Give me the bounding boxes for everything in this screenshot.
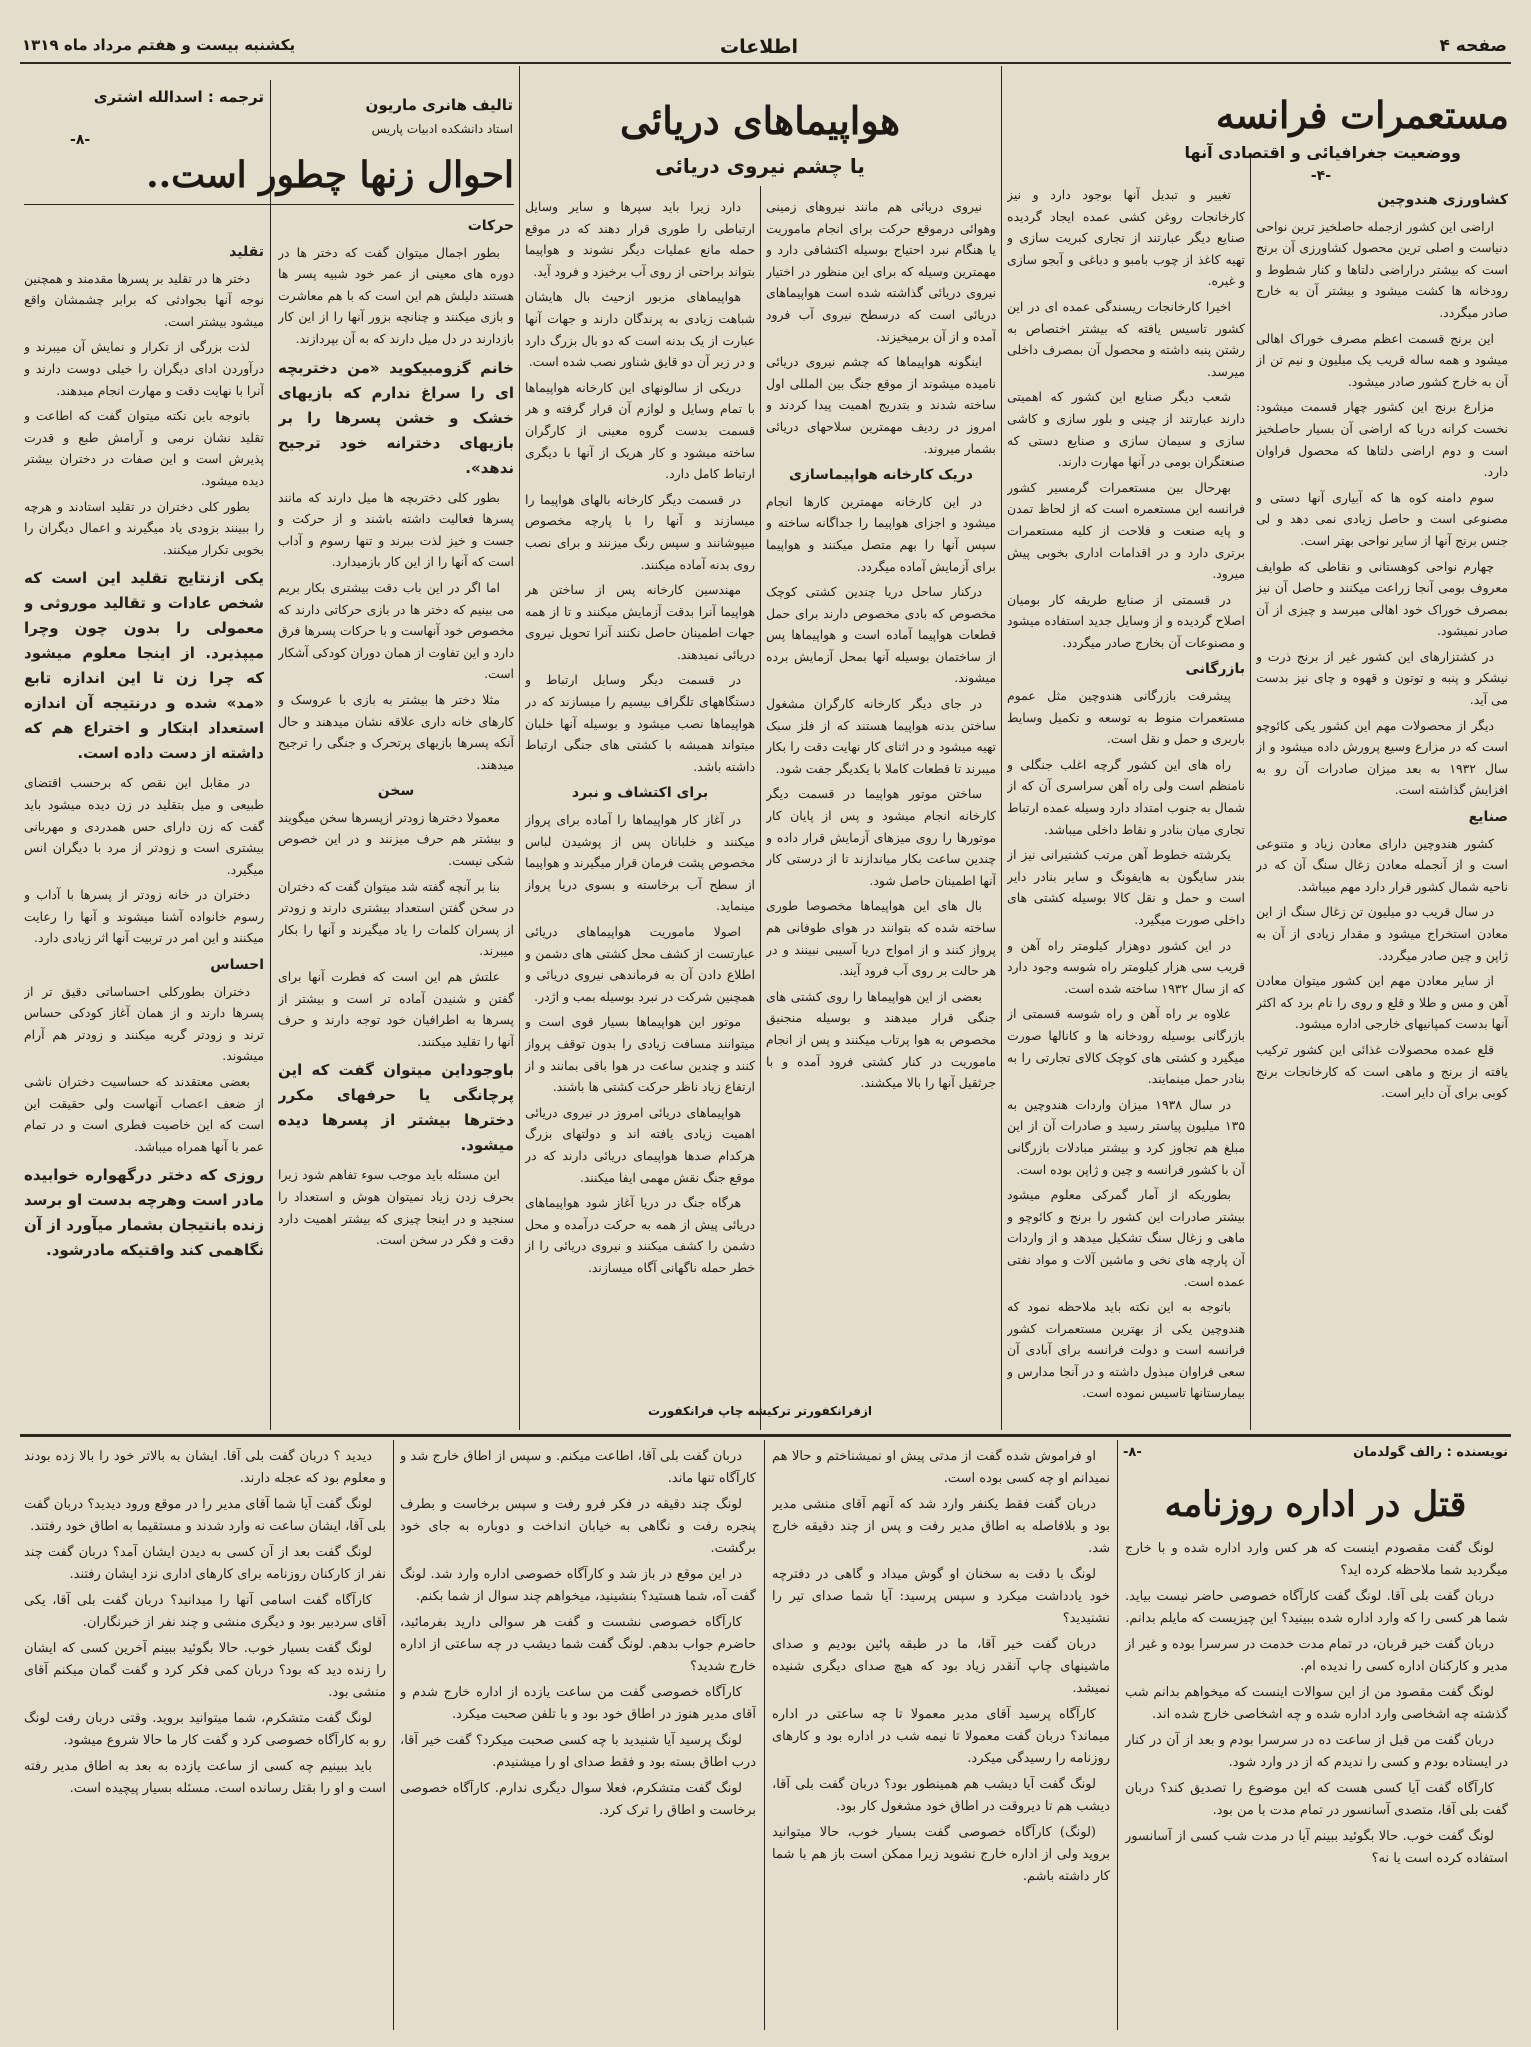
paragraph: لونگ گفت متشکرم، شما میتوانید بروید. وقتی دربان رفت لونگ رو به کارآگاه خصوصی کرد و گفت کار ما حالا شروع میشود. [24,1711,386,1748]
murder-column-4 [24,1446,386,2030]
column-rule [1001,66,1002,1430]
paragraph: دریکی از سالونهای این کارخانه هواپیماها با تمام وسایل و لوازم آن قرار گرفته و هر قسمت بدست گروه معینی از کارگران ساخته میشود و کار هریک از آنها با دیگری ارتباط کامل دارد. [525,379,755,482]
paragraph: بال های این هواپیماها مخصوصا طوری ساخته شده که بتوانند در هوای طوفانی هم پرواز کنند و از امواج دریا آسیبی نبینند و در هر حالت بر روی آب فرود آیند. [766,898,996,979]
women-author-title: استاد دانشکده ادبیات پاریس [371,122,513,136]
paragraph: باتوجه باین نکته میتوان گفت که اطاعت و تقلید نشان نرمی و آرامش طبع و قدرت پذیرش است و این صفات در دختران بیشتر دیده میشود. [24,408,264,488]
paragraph: در قسمت دیگر وسایل ارتباط و دستگاههای تلگراف بیسیم را میسازند که در هواپیماها نصب میشود و بوسیله آنها خلبان میتواند همیشه با کشتی های جنگی ارتباط داشته باشد. [525,672,755,774]
paragraph: پیشرفت بازرگانی هندوچین مثل عموم مستعمرات منوط به توسعه و تکمیل وسایط باربری و حمل و نقل است. [1007,688,1245,747]
paragraph: لونگ گفت خوب. حالا بگوئید ببینم آیا در مدت شب کسی از آسانسور استفاده کرده است یا نه؟ [1125,1829,1508,1866]
paragraph: در جای دیگر کارخانه کارگران مشغول ساختن بدنه هواپیما هستند که از فلز سبک تهیه میشود و در اثنای کار نهایت دقت را بکار میبرند تا قطعات کاملا با یکدیگر جفت شود. [766,696,996,776]
page-number: صفحه ۴ [1439,36,1507,56]
colonies-part: -۴- [1310,168,1331,184]
paragraph: این مسئله باید موجب سوء تفاهم شود زیرا بحرف زدن زیاد نمیتوان هوش و استعداد را سنجید و در اینجا چیزی که بیشتر اهمیت دارد دقت و فکر در سخن است. [278,1167,514,1248]
paragraph: مزارع برنج این کشور چهار قسمت میشود: نخست کرانه دریا که اراضی آن بسیار حاصلخیز است و دوم اراضی دلتاها که محصول فراوان دارد. [1256,399,1508,480]
paragraph: در کشتزارهای این کشور غیر از برنج ذرت و نیشکر و پنبه و توتون و قهوه و چای نیز بدست می آید. [1256,648,1508,708]
paragraph: دیگر از محصولات مهم این کشور یکی کائوچو است که در مزارع وسیع پرورش داده میشود و از سال ۱۹۳۲ به بعد میزان صادرات آن رو به افزایش گذاشته است. [1256,717,1508,798]
masthead-rule [20,62,1511,64]
column-rule [393,1440,394,2030]
paragraph: این برنج قسمت اعظم مصرف خوراک اهالی میشود و همه ساله قریب یک میلیون و نیم تن از آن به خارج کشور صادر میشود. [1256,330,1508,389]
paragraph: لونگ چند دقیقه در فکر فرو رفت و سپس برخاست و بطرف پنجره رفت و نگاهی به خیابان انداخت و دوباره به جای خود برگشت. [400,1497,756,1556]
murder-part: -۸- [1123,1445,1142,1460]
paragraph: از سایر معادن مهم این کشور میتوان معادن آهن و مس و طلا و قلع و روی را نام برد که اکثر آنها بدست کمپانیهای خارجی اداره میشود. [1256,973,1508,1032]
column-rule [1250,155,1251,1430]
seaplanes-title: هواپیماهای دریائی [619,98,901,143]
paragraph: نیروی دریائی هم مانند نیروهای زمینی وهوائی درموقع حرکت برای انجام ماموریت یا هنگام نبرد احتیاج بوسیله اکتشافی دارد و مهمترین وسیله که برای این منظور در اختیار نیروی دریائی گذاشته شده است هواپیماهای دریائی است که درسطح نیروی آب فرود آمده و از آن برمیخیزند. [766,199,996,344]
paragraph: بعضی معتقدند که حساسیت دختران ناشی از ضعف اعصاب آنهاست ولی حقیقت این است که این خاصیت فطری است و در تمام عمر با آنها همراه میباشد. [24,1074,264,1154]
paragraph: لونگ گفت بعد از آن کسی به دیدن ایشان آمد؟ دربان گفت چند نفر از کارکنان روزنامه برای کارهای اداری نزد ایشان رفتند. [24,1545,386,1582]
paragraph: بهرحال بین مستعمرات گرمسیر کشور فرانسه این مستعمره است که از لحاظ تمدن و پایه صنعت و فلاحت از کلیه مستعمرات برتری دارد و در اقدامات اداری بخوبی پیش میرود. [1007,479,1245,582]
paragraph: اخیرا کارخانجات ریسندگی عمده ای در این کشور تاسیس یافته که بیشتر اختصاص به رشتن پنبه داشته و محصول آن بمصرف داخلی میرسد. [1007,298,1245,379]
paragraph: قلع عمده محصولات غذائی این کشور ترکیب یافته از برنج و ماهی است که کارخانجات برنج کوبی برای آن دایر است. [1256,1041,1508,1101]
column-rule [764,1440,765,2030]
paragraph: بطوریکه از آمار گمرکی معلوم میشود بیشتر صادرات این کشور را برنج و کائوچو و ماهی و زغال سنگ تشکیل میدهد و از واردات آن پارچه های نخی و ماشین آلات و مواد نفتی عمده است. [1007,1187,1245,1289]
paragraph: در قسمت دیگر کارخانه بالهای هواپیما را میسازند و آنها را با پارچه مخصوص میپوشانند و سپس رنگ میزنند و برای نصب روی بدنه آماده میکنند. [525,491,755,572]
paragraph: دربان گفت خیر آقا، ما در طبقه پائین بودیم و صدای ماشینهای چاپ آنقدر زیاد بود که هیچ صدای دیگری شنیده نمیشد. [772,1637,1110,1696]
colonies-subtitle: ووضعیت جغرافیائی و اقتصادی آنها [1184,143,1461,162]
colonies-column-2 [1007,184,1245,1424]
paragraph: کشور هندوچین دارای معادن زیاد و متنوعی است و از آنجمله معادن زغال سنگ آن که در ناحیه شمال کشور قرار دارد مهم میباشد. [1256,835,1508,894]
paragraph: بنا بر آنچه گفته شد میتوان گفت که دختران در سخن گفتن استعداد بیشتری دارند و زودتر از پسران کلمات را یاد میگیرند و آنها را بکار میبرند. [278,878,514,959]
murder-title: قتل در اداره روزنامه [1164,1484,1467,1525]
paragraph: لونگ گفت آیا شما آقای مدیر را در موقع ورود دیدید؟ دربان گفت بلی آقا، ایشان ساعت نه وارد شدند و مستقیما به اطاق خود رفتند. [24,1497,386,1534]
paragraph: لونگ گفت آیا دیشب هم همینطور بود؟ دربان گفت بلی آقا، دیشب هم تا دیروقت در اطاق خود مشغول کار بود. [772,1777,1110,1814]
paragraph: لونگ گفت متشکرم، فعلا سوال دیگری ندارم. کارآگاه خصوصی برخاست و اطاق را ترک کرد. [400,1781,756,1818]
paragraph: علاوه بر راه آهن و راه شوسه قسمتی از بازرگانی بوسیله رودخانه ها و کانالها صورت میگیرد و کشتی های کوچک کالای تجارتی را به بنادر حمل مینمایند. [1007,1006,1245,1087]
murder-column-2 [772,1446,1110,2030]
paragraph: کارآگاه گفت اسامی آنها را میدانید؟ دربان گفت بلی آقا، یکی آقای سردبیر بود و دیگری منشی و چند نفر از خبرنگاران. [24,1593,386,1630]
women-column-1 [278,210,514,1424]
section-heading: احساس [210,957,264,974]
women-part: -۸- [70,132,91,148]
seaplanes-column-1 [766,196,996,1424]
paragraph: لونگ گفت مقصود من از این سوالات اینست که میخواهم بدانم شب گذشته چه اشخاصی وارد اداره شده و چه اشخاصی خارج شده اند. [1125,1685,1508,1722]
paragraph: علتش هم این است که فطرت آنها برای گفتن و شنیدن آماده تر است و بیشتر از پسرها به اطرافیان خود توجه دارند و حرف آنها را تقلید میکنند. [278,969,514,1049]
section-heading: کشاورزی هندوچین [1377,192,1508,208]
paragraph: دربان گفت بلی آقا، اطاعت میکنم. و سپس از اطاق خارج شد و کارآگاه تنها ماند. [400,1449,756,1486]
section-divider [20,1434,1511,1437]
seaplanes-subtitle: یا چشم نیروی دریائی [655,154,865,178]
women-translator: ترجمه : اسدالله اشتری [93,88,264,106]
women-author: تالیف هانری ماریون [365,96,513,114]
paragraph: لذت بزرگی از تکرار و نمایش آن میبرند و درآوردن ادای دیگران را خیلی دوست دارند و آنرا با نهایت دقت و مهارت انجام میدهند. [24,339,264,398]
paragraph: دربان گفت فقط یکنفر وارد شد که آنهم آقای منشی مدیر بود و بلافاصله به اطاق مدیر رفت و پس از چند دقیقه خارج شد. [772,1497,1110,1556]
paragraph: دارد زیرا باید سپرها و سایر وسایل ارتباطی را طوری قرار دهند که در موقع حمله مانع عملیات دیگر نشوند و هواپیما بتواند براحتی از روی آب برخیزد و فرود آید. [525,199,755,279]
paragraph: معمولا دخترها زودتر ازپسرها سخن میگویند و بیشتر هم حرف میزنند و در این خصوص شکی نیست. [278,809,514,869]
column-rule [519,66,520,1430]
paragraph: درکنار ساحل دریا چندین کشتی کوچک مخصوص که بادی مخصوص دارند برای حمل قطعات هواپیما آماده است و هواپیماها پس از ساختمان بوسیله آنها بمحل آزمایش برده میشوند. [766,584,996,686]
paragraph: دختران در خانه زودتر از پسرها با آداب و رسوم خانواده آشنا میشوند و آنها را رعایت میکنند و این امر در تربیت آنها اثر زیادی دارد. [24,887,264,946]
paragraph: دربان گفت بلی آقا. لونگ گفت کارآگاه خصوصی حاضر نیست بیاید. شما هر کسی را که وارد اداره شده ببینید؟ این چیزیست که مایلم بدانم. [1125,1589,1508,1626]
paper-name: اطلاعات [720,36,799,58]
paragraph: در سال ۱۹۳۸ میزان واردات هندوچین به ۱۳۵ میلیون پیاستر رسید و صادرات آن از این مبلغ هم تجاوز کرد و بیشتر مبادلات بازرگانی آن با کشور فرانسه و چین و ژاپن بوده است. [1007,1096,1245,1177]
paragraph: باتوجه به این نکته باید ملاحظه نمود که هندوچین یکی از بهترین مستعمرات کشور فرانسه است و دولت فرانسه برای آبادی آن سعی فراوان مبذول داشته و در آنجا مدارس و بیمارستانها تاسیس نموده است. [1007,1299,1245,1401]
section-heading: بازرگانی [1185,661,1245,678]
colonies-title: مستعمرات فرانسه [1215,93,1509,137]
paragraph: اینگونه هواپیماها که چشم نیروی دریائی نامیده میشوند از موقع جنگ بین المللی اول ساخته شدند و بتدریج اهمیت پیدا کردند و امروز در ردیف مهمترین سلاحهای دریائی بشمار میروند. [766,354,996,456]
paragraph: لونگ پرسید آیا شنیدید با چه کسی صحبت میکرد؟ گفت خیر آقا، درب اطاق بسته بود و فقط صدای او را میشنیدم. [400,1733,756,1770]
paragraph: کارآگاه پرسید آقای مدیر معمولا تا چه ساعتی در اداره میماند؟ دربان گفت معمولا تا نیمه شب در اداره بود و کارهای روزنامه را رسیدگی میکرد. [772,1707,1110,1766]
pull-quote: روزی که دختر درگهواره خوابیده مادر است وهرچه بدست او برسد زنده بانتیجان بشمار میآورد از آن نگاهمی کند واقتیکه مادرشود. [24,1166,264,1260]
paragraph: اراضی این کشور ازجمله حاصلخیز ترین نواحی دنیاست و اصلی ترین محصول کشاورزی آن برنج است که بیشتر دراراضی دلتاها و کنار شطوط و رودخانه ها کشت میشود و بیشتر آن به خارج صادر میگردد. [1256,218,1508,320]
paragraph: چهارم نواحی کوهستانی و نقاطی که طوایف معروف بومی آنجا زراعت میکنند و حاصل آن نیز بمصرف خوراک خود اهالی میرسد و چیزی از آن صادر نمیشود. [1256,558,1508,639]
issue-date: یکشنبه بیست و هفتم مرداد ماه ۱۳۱۹ [22,36,296,54]
section-heading: برای اکتشاف و نبرد [571,785,709,802]
paragraph: در این کشور دوهزار کیلومتر راه آهن و قریب سی هزار کیلومتر راه شوسه وجود دارد که از سال ۱۹۳۲ ساخته شده است. [1007,937,1245,996]
paragraph: کارآگاه گفت آیا کسی هست که این موضوع را تصدیق کند؟ دربان گفت بلی آقا، متصدی آسانسور در تمام مدت با من بود. [1125,1781,1508,1818]
paragraph: در این کارخانه مهمترین کارها انجام میشود و اجزای هواپیما را جداگانه ساخته و سپس آنها را بهم متصل میکنند و هواپیما برای آزمایش آماده میگردد. [766,493,996,574]
paragraph: دختران بطورکلی احساساتی دقیق تر از پسرها دارند و از همان آغاز کودکی حساس ترند و زودتر گریه میکنند و زودتر هم آرام میشوند. [24,983,264,1064]
paragraph: باید ببینیم چه کسی از ساعت یازده به بعد به اطاق مدیر رفته است و او را بقتل رسانده است. مسئله بسیار پیچیده است. [24,1759,386,1796]
paragraph: کارآگاه خصوصی نشست و گفت هر سوالی دارید بفرمائید، حاضرم جواب بدهم. لونگ گفت شما دیشب در چه ساعتی از اداره خارج شدید؟ [400,1615,756,1674]
headline-rule [24,204,514,205]
section-heading: سخن [377,783,415,800]
paragraph: شعب دیگر صنایع این کشور که اهمیتی دارند عبارتند از چینی و بلور سازی و کاشی سازی و سیمان سازی و صنایع دستی که صنعتگران بومی در آنها مهارت دارند. [1007,389,1245,470]
murder-author: نویسنده : رالف گولدمان [1353,1445,1508,1460]
paragraph: دختر ها در تقلید بر پسرها مقدمند و همچنین نوجه آنها بجوادثی که برابر چشمشان واقع میشود بیشتر است. [24,270,264,329]
paragraph: هواپیماهای دریائی امروز در نیروی دریائی اهمیت زیادی یافته اند و دولتهای بزرگ هرکدام صدها هواپیمای دریائی دارند که در موقع جنگ نقش مهمی ایفا میکنند. [525,1104,755,1185]
paragraph: او فراموش شده گفت از مدتی پیش او نمیشناختم و حالا هم نمیدانم او چه کسی بوده است. [772,1449,1110,1486]
paragraph: بعضی از این هواپیماها را روی کشتی های جنگی قرار میدهند و بوسیله منجنیق مخصوص به هوا پرتاب میکنند و پس از انجام ماموریت در کنار کشتی فرود آمده و با جرثقیل آنها را بالا میکشند. [766,988,996,1091]
pull-quote: باوجوداین میتوان گفت که این پرچانگی یا حرفهای مکرر دخترها بیشتر از پسرها دیده میشود. [278,1061,514,1155]
paragraph: لونگ گفت بسیار خوب. حالا بگوئید ببینم آخرین کسی که ایشان را زنده دید که بود؟ دربان کمی فکر کرد و گفت گمان میکنم آقای منشی بود. [24,1641,386,1700]
paragraph: مهندسین کارخانه پس از ساختن هر هواپیما آنرا بدقت آزمایش میکنند و تا از همه جهات اطمینان حاصل نکنند آنرا تحویل نیروی دریائی نمیدهند. [525,582,755,662]
murder-column-1 [1125,1538,1508,2030]
paragraph: یکرشته خطوط آهن مرتب کشتیرانی نیز از بندر سایگون به هایفونگ و سایر بنادر دایر است و حمل و نقل کالا بوسیله کشتی های داخلی صورت میگیرد. [1007,847,1245,927]
paragraph: دیدید ؟ دربان گفت بلی آقا. ایشان به بالاتر خود را بالا زده بودند و معلوم بود که عجله دارند. [24,1449,386,1486]
paragraph: بطور کلی دختران در تقلید استادند و هرچه را ببینند بزودی یاد میگیرند و اعمال دیگران را بخوبی تکرار میکنند. [24,498,264,557]
paragraph: هواپیماهای مزبور ازحیث بال هایشان شباهت زیادی به پرندگان دارند و جهات آنها عبارت از یک بدنه است که دو بال بزرگ دارد و در زیر آن دو قایق شناور نصب شده است. [525,289,755,370]
column-rule [1117,1440,1118,2030]
section-heading: حرکات [467,218,514,234]
paragraph: راه های این کشور گرچه اغلب جنگلی و نامنظم است ولی راه آهن سراسری آن که از شمال به جنوب امتداد دارد وسیله عمده ارتباط تجاری میان بنادر و نقاط داخلی میباشد. [1007,756,1245,837]
paragraph: مثلا دختر ها بیشتر به بازی با عروسک و کارهای خانه داری علاقه نشان میدهند و حال آنکه پسرها بازیهای پرتحرک و جنگی را ترجیح میدهند. [278,691,514,772]
section-heading: صنایع [1468,809,1508,826]
section-heading: دریک کارخانه هواپیماسازی [789,467,973,484]
women-column-2 [24,236,264,1424]
paragraph: بطور کلی دختربچه ها میل دارند که مانند پسرها فعالیت داشته باشند و از حرکت و جست و خیز لذت ببرند و تنها رسوم و آداب است که آنها را از این کار بازمیدارد. [278,489,514,570]
paragraph: در سال قریب دو میلیون تن زغال سنگ از این معادن استخراج میشود و مقدار زیادی از آن به ژاپن و چین صادر میگردد. [1256,904,1508,963]
paragraph: تغییر و تبدیل آنها بوجود دارد و نیز کارخانجات روغن کشی عمده ایجاد گردیده صنایع دیگر عبارتند از تجاری کبریت سازی و تهیه کاغذ از چوب بامبو و دباغی و آبجو سازی و غیره. [1007,187,1245,289]
paragraph: کارآگاه خصوصی گفت من ساعت یازده از اداره خارج شدم و آقای مدیر هنوز در اطاق خود بود و با تلفن صحبت میکرد. [400,1685,756,1722]
paragraph: (لونگ) کارآگاه خصوصی گفت بسیار خوب، حالا میتوانید بروید ولی از اداره خارج نشوید زیرا ممکن است باز هم با شما کار داشته باشم. [772,1825,1110,1884]
paragraph: در آغاز کار هواپیماها را آماده برای پرواز میکنند و خلبانان پس از پوشیدن لباس مخصوص پشت فرمان قرار میگیرند و هواپیما از سطح آب برخاسته و بسوی دریا پرواز مینماید. [525,812,755,914]
column-rule [760,186,761,1430]
paragraph: ساختن موتور هواپیما در قسمت دیگر کارخانه انجام میشود و پس از پایان کار موتورها را روی میزهای آزمایش قرار داده و چندین ساعت بکار میاندازند تا از درستی کار آنها اطمینان حاصل شود. [766,786,996,888]
colonies-column-1 [1256,184,1508,1424]
paragraph: اما اگر در این باب دقت بیشتری بکار بریم می بینیم که دختر ها در بازی حرکاتی دارند که مخصوص خود آنهاست و با حرکات پسرها فرق دارد و این تفاوت از همان دوران کودکی آشکار است. [278,579,514,682]
paragraph: اصولا ماموریت هواپیماهای دریائی عبارتست از کشف محل کشتی های دشمن و اطلاع دادن آن به فرماندهی نیروی دریائی و همچنین شرکت در نبرد بوسیله بمب و اژدر. [525,924,755,1004]
women-title: احوال زنها چطور است.. [146,154,514,196]
seaplanes-column-2 [525,196,755,1424]
murder-column-3 [400,1446,756,2030]
paragraph: لونگ با دقت به سخنان او گوش میداد و گاهی در دفترچه خود یادداشت میکرد و سپس پرسید: آیا شما صدای تیر را نشنیدید؟ [772,1567,1110,1626]
paragraph: در مقابل این نقص که برحسب اقتضای طبیعی و میل بتقلید در زن دیده میشود باید گفت که زن دارای حس همدردی و مهربانی بیشتری است و زودتر از مرد با دیگران انس میگیرد. [24,775,264,877]
paragraph: در این موقع در باز شد و کارآگاه خصوصی اداره وارد شد. لونگ گفت آه، شما هستید؟ بنشینید، میخواهم چند سوال از شما بکنم. [400,1567,756,1604]
paragraph: دربان گفت من قبل از ساعت ده در سرسرا بودم و بعد از آن در کنار در ایستاده بودم و کسی را ندیدم که از در وارد شود. [1125,1733,1508,1770]
paragraph: موتور این هواپیماها بسیار قوی است و میتوانند مسافت زیادی را بدون توقف پرواز کنند و چندین ساعت در هوا باقی بمانند و از ارتفاع زیاد ناظر حرکت کشتی ها باشند. [525,1014,755,1095]
paragraph: هرگاه جنگ در دریا آغاز شود هواپیماهای دریائی پیش از همه به حرکت درآمده و محل دشمن را کشف میکنند و نیروی دریائی را از خطر حمله ناگهانی آگاه میسازند. [525,1195,755,1275]
paragraph: لونگ گفت مقصودم اینست که هر کس وارد اداره شده و با خارج میگردید شما ملاحظه کرده اید؟ [1125,1541,1508,1578]
section-heading: تقلید [229,244,264,260]
column-rule [270,80,271,1430]
seaplanes-credit: ازفرانکفورتر ترکیشه چاپ فرانکفورت [647,1404,873,1418]
paragraph: سوم دامنه کوه ها که آبیاری آنها دستی و مصنوعی است و حاصل زیادی نمی دهد و لی جنس برنج آنها از سایر نواحی بهتر است. [1256,489,1508,548]
pull-quote: خانم گزومبیکوید «من دختربچه ای را سراغ ندارم که بازیهای خشک و خشن پسرها را بر بازیهای دخترانه خود ترجیح ندهد». [278,358,514,477]
paragraph: در قسمتی از صنایع طریقه کار بومیان اصلاح گردیده و از وسایل جدید استفاده میشود و مصنوعات آن بخارج صادر میگردد. [1007,591,1245,650]
paragraph: دربان گفت خیر قربان، در تمام مدت خدمت در سرسرا بوده و غیر از مدیر و کارکنان اداره کسی را ندیده ام. [1125,1637,1508,1674]
pull-quote: یکی ازنتایج تقلید این است که شخص عادات و تقالید موروثی و معمولی را بدون چون وچرا میپذیرد. از اینجا معلوم میشود که چرا زن تا این اندازه تابع «مد» شده و درنتیجه آن اندازه استعداد ابتکار و اختراع هم که داشته از دست داده است. [24,569,264,763]
paragraph: بطور اجمال میتوان گفت که دختر ها در دوره های معینی از عمر خود شبیه پسر ها هستند دلیلش هم این است که با هم معاشرت و بازی میکنند و چنانچه بزور آنها را از این کار بازدارند در دل میل دارند که به آن بپردازند. [278,244,514,346]
